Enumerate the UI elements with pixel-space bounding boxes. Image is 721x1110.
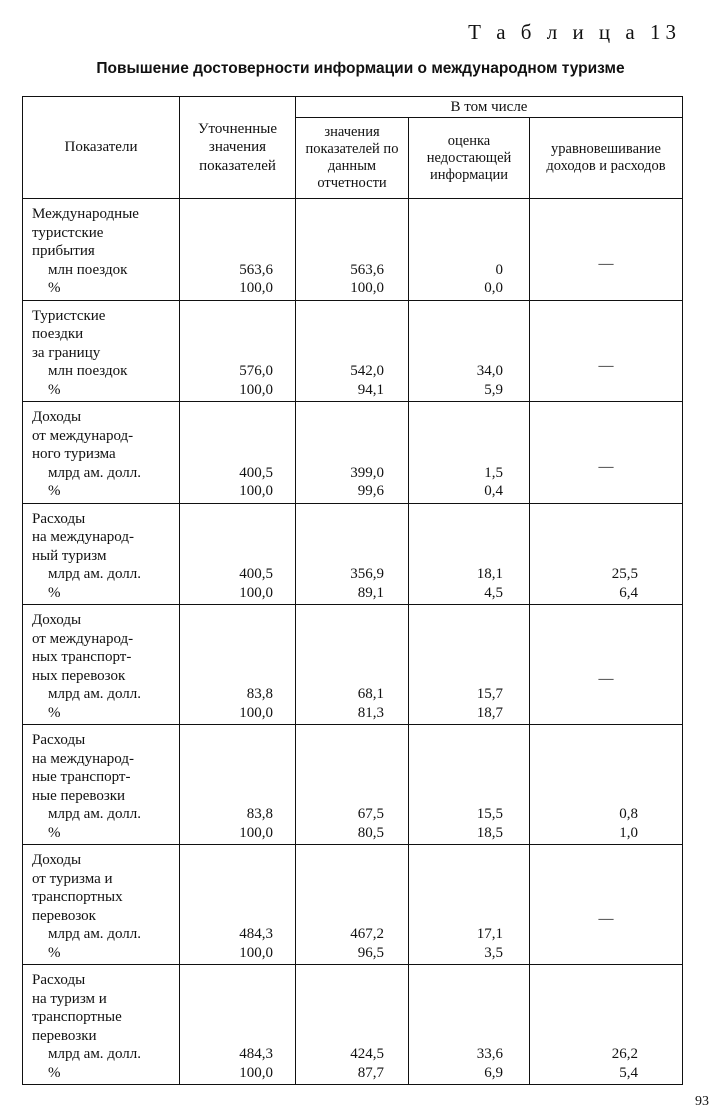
reported-value: 424,5 bbox=[350, 1046, 384, 1062]
balancing-value: 6,4 bbox=[619, 584, 638, 601]
row-label-line: транспортных bbox=[32, 889, 123, 905]
refined-value-cell bbox=[180, 402, 296, 504]
reported-value: 467,2 bbox=[350, 926, 384, 942]
row-label-line: Доходы bbox=[32, 409, 82, 425]
refined-value-cell bbox=[180, 300, 296, 402]
balancing-dash: — bbox=[530, 199, 683, 301]
estimate-value: 18,5 bbox=[476, 824, 503, 841]
header-reported-values: значения показателей по данным отчетности bbox=[296, 118, 409, 199]
estimate-value: 4,5 bbox=[484, 584, 503, 601]
refined-value: 100,0 bbox=[239, 483, 273, 499]
table-row bbox=[23, 199, 683, 301]
refined-value: 100,0 bbox=[239, 704, 273, 721]
reported-value-cell bbox=[296, 402, 409, 504]
row-unit: млрд ам. долл. bbox=[48, 464, 141, 481]
row-label-line: ных транспорт- bbox=[32, 649, 132, 665]
row-label-line: ного туризма bbox=[32, 446, 116, 462]
refined-value: 576,0 bbox=[239, 363, 273, 379]
row-label-line: Доходы bbox=[32, 612, 82, 628]
refined-value-cell bbox=[180, 605, 296, 725]
row-label bbox=[23, 300, 180, 402]
refined-value: 100,0 bbox=[239, 944, 273, 961]
estimate-value: 0,4 bbox=[484, 483, 503, 499]
estimate-value-cell bbox=[409, 199, 530, 301]
row-unit: млрд ам. долл. bbox=[48, 926, 141, 942]
row-label-line: ные перевозки bbox=[32, 787, 126, 804]
tourism-data-table bbox=[22, 96, 683, 1085]
row-unit: % bbox=[48, 381, 61, 398]
estimate-value: 0 bbox=[495, 261, 503, 278]
balancing-value-cell bbox=[530, 725, 683, 845]
row-label bbox=[23, 965, 180, 1085]
reported-value-cell bbox=[296, 503, 409, 605]
estimate-value: 1,5 bbox=[484, 464, 503, 481]
refined-value: 100,0 bbox=[239, 381, 273, 398]
reported-value-cell bbox=[296, 300, 409, 402]
estimate-value: 34,0 bbox=[476, 363, 503, 379]
row-label-line: на туризм и bbox=[32, 990, 107, 1007]
refined-value-cell bbox=[180, 503, 296, 605]
estimate-value: 6,9 bbox=[484, 1064, 503, 1081]
reported-value-cell bbox=[296, 605, 409, 725]
reported-value: 100,0 bbox=[350, 280, 384, 296]
reported-value-cell bbox=[296, 199, 409, 301]
reported-value: 89,1 bbox=[357, 584, 384, 601]
row-unit: млрд ам. долл. bbox=[48, 806, 141, 822]
refined-value-cell bbox=[180, 725, 296, 845]
row-label bbox=[23, 845, 180, 965]
balancing-dash: — bbox=[530, 402, 683, 504]
header-missing-estimate: оценка недостающей информации bbox=[409, 118, 530, 199]
table-row bbox=[23, 965, 683, 1085]
reported-value-cell bbox=[296, 725, 409, 845]
estimate-value-cell bbox=[409, 300, 530, 402]
reported-value: 399,0 bbox=[350, 464, 384, 481]
refined-value: 83,8 bbox=[246, 686, 273, 702]
row-label-line: ные транспорт- bbox=[32, 769, 131, 785]
reported-value: 96,5 bbox=[357, 944, 384, 961]
balancing-value: 25,5 bbox=[611, 566, 638, 582]
row-label-line: туристские bbox=[32, 224, 104, 241]
balancing-dash: — bbox=[530, 300, 683, 402]
page-number: 93 bbox=[695, 1094, 709, 1109]
table-body bbox=[23, 199, 683, 1085]
row-label-line: Туристские bbox=[32, 307, 106, 324]
table-number: Т а б л и ц а 13 bbox=[468, 20, 681, 44]
estimate-value: 0,0 bbox=[484, 280, 503, 296]
row-label-line: Международные bbox=[32, 206, 139, 222]
estimate-value: 3,5 bbox=[484, 944, 503, 961]
row-label-line: на международ- bbox=[32, 750, 134, 767]
table-row bbox=[23, 845, 683, 965]
reported-value: 81,3 bbox=[357, 704, 384, 721]
header-balancing: уравновешивание доходов и расходов bbox=[530, 118, 683, 199]
reported-value-cell bbox=[296, 845, 409, 965]
row-label-line: ный туризм bbox=[32, 547, 107, 564]
row-unit: млрд ам. долл. bbox=[48, 1046, 141, 1062]
reported-value: 80,5 bbox=[357, 824, 384, 841]
row-label-line: от международ- bbox=[32, 427, 134, 444]
refined-value-cell bbox=[180, 845, 296, 965]
refined-value: 100,0 bbox=[239, 1064, 273, 1081]
row-label-line: перевозок bbox=[32, 907, 96, 924]
reported-value-cell bbox=[296, 965, 409, 1085]
row-label bbox=[23, 199, 180, 301]
refined-value: 400,5 bbox=[239, 464, 273, 481]
refined-value: 484,3 bbox=[239, 926, 273, 942]
row-label-line: от туризма и bbox=[32, 870, 113, 887]
estimate-value: 17,1 bbox=[476, 926, 503, 942]
balancing-dash: — bbox=[530, 605, 683, 725]
refined-value: 83,8 bbox=[246, 806, 273, 822]
reported-value: 356,9 bbox=[350, 566, 384, 582]
balancing-value-cell bbox=[530, 965, 683, 1085]
row-label-line: поездки bbox=[32, 326, 84, 342]
row-unit: млрд ам. долл. bbox=[48, 566, 141, 582]
table-row bbox=[23, 503, 683, 605]
header-refined-values: Уточненные значения показателей bbox=[180, 97, 296, 199]
row-label bbox=[23, 725, 180, 845]
table-row bbox=[23, 605, 683, 725]
refined-value-cell bbox=[180, 199, 296, 301]
estimate-value: 33,6 bbox=[476, 1046, 503, 1062]
row-label-line: Расходы bbox=[32, 732, 86, 748]
row-unit: % bbox=[48, 704, 61, 721]
reported-value: 99,6 bbox=[357, 483, 384, 499]
table-row bbox=[23, 402, 683, 504]
table-title: Повышение достоверности информации о международном туризме bbox=[96, 60, 625, 77]
row-label bbox=[23, 605, 180, 725]
table-row bbox=[23, 300, 683, 402]
reported-value: 563,6 bbox=[350, 261, 384, 278]
estimate-value-cell bbox=[409, 845, 530, 965]
row-unit: млн поездок bbox=[48, 261, 128, 278]
header-including: В том числе bbox=[296, 97, 683, 118]
row-unit: млрд ам. долл. bbox=[48, 686, 141, 702]
refined-value: 484,3 bbox=[239, 1046, 273, 1062]
reported-value: 67,5 bbox=[357, 806, 384, 822]
row-unit: % bbox=[48, 584, 61, 601]
balancing-value: 0,8 bbox=[619, 806, 638, 822]
row-label-line: транспортные bbox=[32, 1009, 122, 1025]
balancing-value: 5,4 bbox=[619, 1064, 638, 1081]
reported-value: 87,7 bbox=[357, 1064, 384, 1081]
estimate-value: 18,7 bbox=[476, 704, 503, 721]
reported-value: 94,1 bbox=[357, 381, 384, 398]
estimate-value-cell bbox=[409, 402, 530, 504]
estimate-value-cell bbox=[409, 965, 530, 1085]
refined-value: 100,0 bbox=[239, 584, 273, 601]
balancing-value: 1,0 bbox=[619, 824, 638, 841]
balancing-value: 26,2 bbox=[611, 1046, 638, 1062]
estimate-value-cell bbox=[409, 725, 530, 845]
row-label-line: Расходы bbox=[32, 510, 86, 527]
balancing-dash: — bbox=[530, 845, 683, 965]
header-indicators: Показатели bbox=[23, 97, 180, 199]
row-label-line: Доходы bbox=[32, 852, 82, 868]
refined-value: 100,0 bbox=[239, 824, 273, 841]
row-label-line: ных перевозок bbox=[32, 667, 126, 684]
row-unit: % bbox=[48, 483, 61, 499]
table-row bbox=[23, 725, 683, 845]
row-unit: % bbox=[48, 824, 61, 841]
row-label-line: Расходы bbox=[32, 972, 86, 988]
estimate-value-cell bbox=[409, 503, 530, 605]
row-label bbox=[23, 402, 180, 504]
balancing-value-cell bbox=[530, 503, 683, 605]
reported-value: 542,0 bbox=[350, 363, 384, 379]
row-unit: млн поездок bbox=[48, 363, 128, 379]
estimate-value: 15,7 bbox=[476, 686, 503, 702]
refined-value: 563,6 bbox=[239, 261, 273, 278]
row-label-line: на международ- bbox=[32, 529, 134, 545]
row-label bbox=[23, 503, 180, 605]
refined-value-cell bbox=[180, 965, 296, 1085]
estimate-value: 18,1 bbox=[476, 566, 503, 582]
estimate-value-cell bbox=[409, 605, 530, 725]
row-unit: % bbox=[48, 280, 61, 296]
row-unit: % bbox=[48, 1064, 61, 1081]
row-unit: % bbox=[48, 944, 61, 961]
estimate-value: 5,9 bbox=[484, 381, 503, 398]
reported-value: 68,1 bbox=[357, 686, 384, 702]
row-label-line: от международ- bbox=[32, 630, 134, 647]
row-label-line: прибытия bbox=[32, 243, 95, 259]
estimate-value: 15,5 bbox=[476, 806, 503, 822]
refined-value: 400,5 bbox=[239, 566, 273, 582]
row-label-line: за границу bbox=[32, 344, 101, 361]
row-label-line: перевозки bbox=[32, 1027, 97, 1044]
refined-value: 100,0 bbox=[239, 280, 273, 296]
